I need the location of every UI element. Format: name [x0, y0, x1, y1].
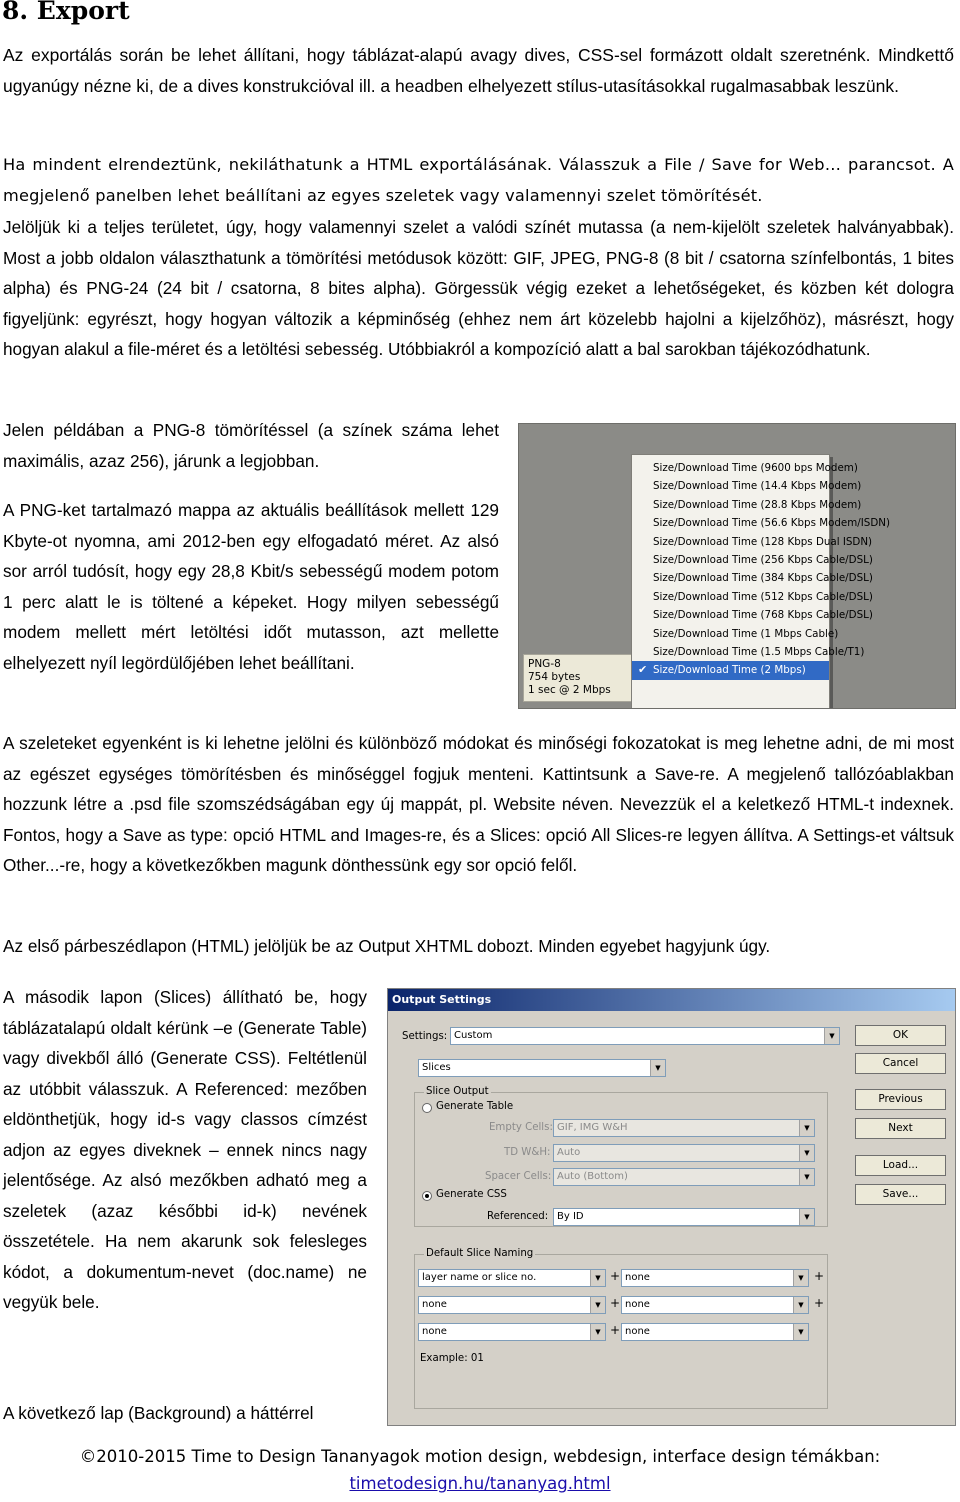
menu-item[interactable]: Size/Download Time (9600 bps Modem): [653, 462, 858, 474]
slice-output-label: Slice Output: [426, 1086, 489, 1097]
naming-field-2b[interactable]: none ▼: [621, 1296, 809, 1314]
settings-label: Settings:: [402, 1031, 448, 1042]
menu-item-selected[interactable]: ✔ Size/Download Time (2 Mbps): [632, 661, 829, 679]
paragraph-background-tab: A következő lap (Background) a háttérrel: [3, 1403, 314, 1423]
referenced-label: Referenced:: [487, 1211, 549, 1222]
chevron-down-icon: ▼: [799, 1209, 814, 1225]
referenced-select[interactable]: By ID ▼: [553, 1208, 815, 1226]
section-heading: 8. Export: [2, 0, 130, 25]
menu-item[interactable]: Size/Download Time (1 Mbps Cable): [653, 627, 839, 640]
td-wh-label: TD W&H:: [504, 1147, 551, 1158]
naming-field-3b[interactable]: none ▼: [621, 1323, 809, 1341]
plus-icon: +: [814, 1269, 825, 1283]
chevron-down-icon: ▼: [590, 1270, 605, 1286]
chevron-down-icon: ▼: [799, 1120, 814, 1136]
menu-item[interactable]: Size/Download Time (128 Kbps Dual ISDN): [653, 535, 873, 548]
empty-cells-select[interactable]: GIF, IMG W&H ▼: [553, 1119, 815, 1137]
menu-item[interactable]: Size/Download Time (384 Kbps Cable/DSL): [653, 572, 873, 585]
download-time-menu: [631, 454, 890, 709]
generate-table-radio[interactable]: [422, 1103, 432, 1113]
paragraph-intro: Az exportálás során be lehet állítani, hogy táblázat-alapú avagy dives, CSS-sel formázott oldalt szeretnénk. Mindkettő ugyanúgy nézne ki, de a dives konstrukcióval ill. a headben elhelyezett stílus-utasításokkal rugalmasabbak leszünk.: [3, 45, 954, 96]
menu-item[interactable]: Size/Download Time (512 Kbps Cable/DSL): [653, 590, 873, 603]
info-format: PNG-8: [528, 658, 561, 670]
plus-icon: +: [610, 1296, 621, 1310]
naming-field-2a[interactable]: none ▼: [418, 1296, 606, 1314]
plus-icon: +: [610, 1323, 621, 1337]
naming-example: Example: 01: [420, 1353, 484, 1364]
load-button[interactable]: Load...: [855, 1155, 946, 1176]
cancel-button[interactable]: Cancel: [855, 1053, 946, 1074]
naming-field-3a[interactable]: none ▼: [418, 1323, 606, 1341]
checkmark-icon: ✔: [638, 663, 648, 677]
chevron-down-icon: ▼: [799, 1145, 814, 1161]
info-size: 754 bytes: [528, 671, 581, 683]
slice-naming-label: Default Slice Naming: [426, 1248, 534, 1259]
next-button[interactable]: Next: [855, 1118, 946, 1139]
paragraph-folder-size: A PNG-ket tartalmazó mappa az aktuális beállítások mellett 129 Kbyte-ot nyomna, ami 2012-ben egy elfogadató méret. Az alsó sor arról tudósít, hogy egy 28,8 Kbit/s sebességű modem potom 1 perc alatt le is töltené a képeket. Hogy milyen sebességű modem mellett mért letöltési időt mutasson, azt mellette elhelyezett nyíl legördülőjében lehet beállítani.: [3, 500, 499, 673]
naming-field-1a[interactable]: layer name or slice no. ▼: [418, 1269, 606, 1287]
ok-button[interactable]: OK: [855, 1025, 946, 1046]
chevron-down-icon: ▼: [650, 1060, 665, 1076]
menu-item[interactable]: Size/Download Time (56.6 Kbps Modem/ISDN): [653, 517, 890, 530]
plus-icon: +: [814, 1296, 825, 1310]
output-settings-dialog: [387, 988, 956, 1426]
td-wh-select[interactable]: Auto ▼: [553, 1144, 815, 1162]
paragraph-html-tab: Az első párbeszédlapon (HTML) jelöljük be az Output XHTML dobozt. Minden egyebet hagyjunk úgy.: [3, 936, 771, 956]
dialog-title: Output Settings: [388, 989, 955, 1011]
paragraph-save: A szeleteket egyenként is ki lehetne jelölni és különböző módokat és minőségi fokozatokat is meg lehetne adni, de mi most az egészet egységes tömörítésben és minőséggel fogjuk menteni. Kattintsunk a Save-re. A megjelenő tallózóablakban hozzunk létre a .psd file szomszédságában egy új mappát, pl. Website néven. Nevezzük el a keletkező HTML-t indexnek. Fontos, hogy a Save as type: opció HTML and Images-re, és a Slices: opció All Slices-re legyen állítva. A Settings-et váltsuk Other...-re, hogy a következőkben magunk dönthessünk egy sor opció felől.: [3, 733, 954, 875]
generate-table-label: Generate Table: [436, 1101, 514, 1112]
paragraph-save-for-web: Ha mindent elrendeztünk, nekiláthatunk a HTML exportálásának. Válasszuk a File / Save for Web… parancsot. A megjelenő panelben lehet beállítani az egyes szeletek vagy valamennyi szelet tömörítését.: [3, 155, 954, 205]
chevron-down-icon: ▼: [793, 1297, 808, 1313]
paragraph-png8: Jelen példában a PNG-8 tömörítéssel (a színek száma lehet maximális, azaz 256), járunk a legjobban.: [3, 420, 499, 471]
previous-button[interactable]: Previous: [855, 1089, 946, 1110]
settings-select[interactable]: Custom ▼: [450, 1027, 840, 1045]
generate-css-radio[interactable]: [422, 1191, 432, 1201]
menu-item[interactable]: Size/Download Time (768 Kbps Cable/DSL): [653, 609, 873, 622]
spacer-cells-label: Spacer Cells:: [485, 1171, 552, 1182]
chevron-down-icon: ▼: [824, 1028, 839, 1044]
paragraph-compression: Jelöljük ki a teljes területet, úgy, hogy valamennyi szelet a valódi színét mutassa (a nem-kijelölt szeletek halványabbak). Most a jobb oldalon választhatunk a tömörítési metódusok között: GIF, JPEG, PNG-8 (8 bit / csatorna színfelbontás, 1 bites alpha) és PNG-24 (24 bit / csatorna, 8 bites alpha). Görgessük végig ezeket a lehetőségeket, és közben két dologra figyeljünk: egyrészt, hogy hogyan változik a képminőség (ehhez nem árt közelebb hajolni a kijelzőhöz), másrészt, hogy hogyan alakul a file-méret és a letöltési sebesség. Utóbbiakról a kompozíció alatt a bal sarokban tájékozódhatunk.: [3, 217, 954, 359]
generate-css-label: Generate CSS: [436, 1189, 507, 1200]
info-time: 1 sec @ 2 Mbps: [528, 684, 611, 696]
chevron-down-icon: ▼: [590, 1297, 605, 1313]
naming-field-1b[interactable]: none ▼: [621, 1269, 809, 1287]
menu-item[interactable]: Size/Download Time (256 Kbps Cable/DSL): [653, 554, 873, 566]
download-time-screenshot: [518, 423, 956, 709]
plus-icon: +: [610, 1269, 621, 1283]
chevron-down-icon: ▼: [793, 1324, 808, 1340]
menu-item[interactable]: Size/Download Time (14.4 Kbps Modem): [653, 480, 862, 493]
chevron-down-icon: ▼: [793, 1270, 808, 1286]
menu-item[interactable]: Size/Download Time (28.8 Kbps Modem): [653, 498, 862, 511]
section-select[interactable]: Slices ▼: [418, 1059, 666, 1077]
footer-credit: ©2010-2015 Time to Design Tananyagok motion design, webdesign, interface design témákban:: [79, 1447, 881, 1466]
menu-item[interactable]: Size/Download Time (1.5 Mbps Cable/T1): [653, 646, 865, 658]
chevron-down-icon: ▼: [799, 1169, 814, 1185]
save-settings-button[interactable]: Save...: [855, 1184, 946, 1205]
chevron-down-icon: ▼: [590, 1324, 605, 1340]
spacer-cells-select[interactable]: Auto (Bottom) ▼: [553, 1168, 815, 1186]
paragraph-slices-tab: A második lapon (Slices) állítható be, hogy táblázatalapú oldalt kérünk –e (Generate Table) vagy divekből álló (Generate CSS). Feltétlenül az utóbbit válasszuk. A Referenced: mezőben eldönthetjük, hogy id-s vagy classos címzést adjon az egyes diveknek – ennek nincs nagy jelentősége. Az alsó mezőkben adható meg a szeletek (azaz későbbi id-k) nevének összetétele. Ha nem akarunk sok felesleges kódot, a dokumentum-nevet (doc.name) ne vegyük bele.: [3, 987, 367, 1312]
footer-link[interactable]: timetodesign.hu/tananyag.html: [349, 1474, 611, 1493]
empty-cells-label: Empty Cells:: [489, 1122, 553, 1133]
